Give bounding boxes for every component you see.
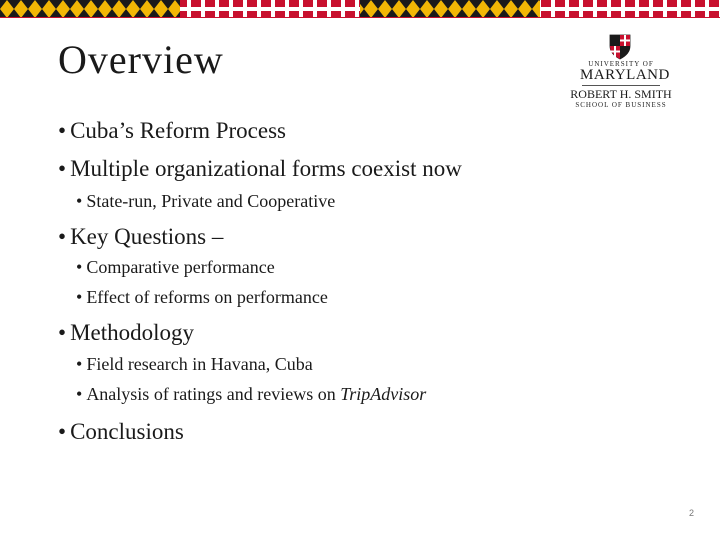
logo-university-of: UNIVERSITY OF [588,60,654,68]
page-number: 2 [688,508,694,518]
bullet-item [58,118,286,144]
sub-bullet-item [76,287,328,308]
bullet-text: Field research in Havana, Cuba [86,354,313,374]
bullet-emphasis: TripAdvisor [340,384,427,404]
bullet-item [58,156,462,182]
bullet-glyph: • [58,224,67,249]
bullet-glyph: • [76,257,83,277]
bullet-text: Analysis of ratings and reviews on [86,384,341,404]
bullet-text: Effect of reforms on performance [86,287,328,307]
bullet-item [58,320,194,346]
logo-school-of-business: SCHOOL OF BUSINESS [575,101,667,109]
bullet-glyph: • [76,384,83,404]
sub-bullet-item [76,257,275,278]
bullet-text: State-run, Private and Cooperative [86,191,336,211]
bullet-glyph: • [58,419,67,444]
bullet-glyph: • [58,156,67,181]
sub-bullet-item [76,354,313,375]
bullet-item [58,419,184,445]
bullet-text: Methodology [70,320,195,345]
bullet-text: Multiple organizational forms coexist now [70,156,462,181]
bullet-glyph: • [76,287,83,307]
bullet-text: Key Questions – [70,224,224,249]
bullet-item [58,224,223,250]
bullet-text: Cuba’s Reform Process [70,118,286,143]
sub-bullet-item [76,384,426,405]
logo-robert-h-smith: ROBERT H. SMITH [570,87,672,101]
slide-title: Overview [58,37,224,82]
sub-bullet-item [76,191,335,212]
bullet-glyph: • [58,320,67,345]
logo-maryland: MARYLAND [580,67,670,83]
bullet-glyph: • [58,118,67,143]
bullet-glyph: • [76,191,83,211]
bullet-text: Conclusions [70,419,184,444]
bullet-glyph: • [76,354,83,374]
bullet-text: Comparative performance [86,257,275,277]
